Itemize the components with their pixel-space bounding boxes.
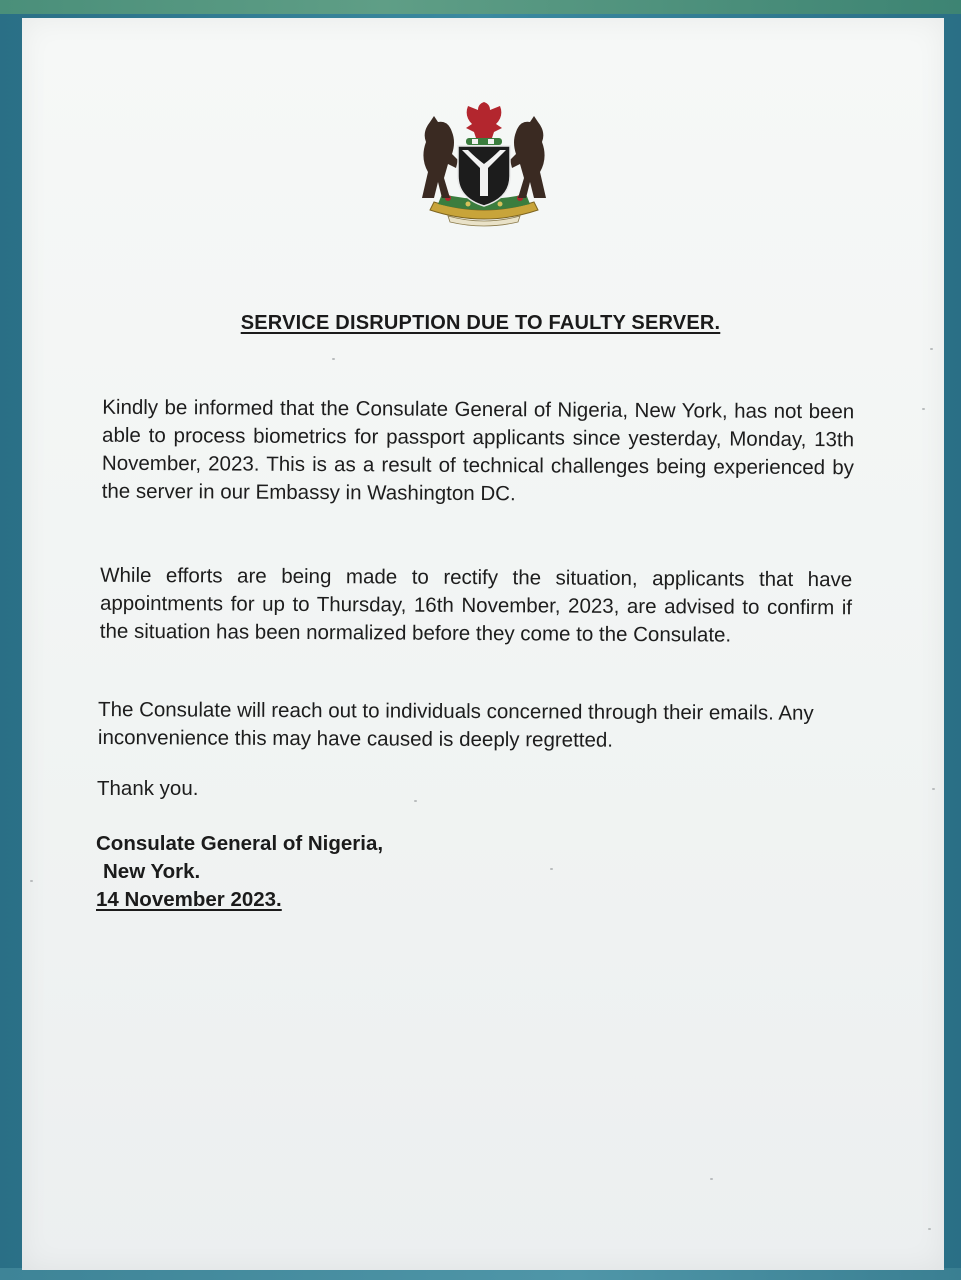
paper-speck <box>30 880 33 882</box>
signature-office: Consulate General of Nigeria, <box>96 832 384 855</box>
paragraph-1: Kindly be informed that the Consulate General of Nigeria, New York, has not been able to process biometrics for passport applicants since yesterday, Monday, 13th November, 2023. This is as a result of technical challenges being experienced by the server in our Embassy in Washington DC. <box>101 395 855 506</box>
paragraph-3: The Consulate will reach out to individuals concerned through their emails. Any inconvenience this may have caused is deeply regretted. <box>97 698 814 752</box>
torse <box>466 138 502 145</box>
paper-speck <box>928 1228 931 1230</box>
paper-speck <box>332 358 335 360</box>
torse-stripe <box>488 139 494 144</box>
torse-stripe <box>472 139 478 144</box>
paper-speck <box>922 408 925 410</box>
signature-date: 14 November 2023. <box>96 888 282 911</box>
flower <box>466 202 471 207</box>
closing-text: Thank you. <box>97 777 199 800</box>
paper-speck <box>710 1178 713 1180</box>
left-horse <box>422 116 458 198</box>
notice-title: SERVICE DISRUPTION DUE TO FAULTY SERVER. <box>240 312 721 334</box>
top-edge-strip <box>0 0 961 14</box>
paper-speck <box>930 348 933 350</box>
flower <box>498 202 503 207</box>
paragraph-2: While efforts are being made to rectify the situation, applicants that have appointments for up to Thursday, 16th November, 2023, are advised to confirm if the situation has been normalized before they come to the Consulate. <box>99 563 853 647</box>
eagle <box>466 102 502 138</box>
paper-speck <box>550 868 553 870</box>
paper-speck <box>932 788 935 790</box>
paper-speck <box>414 800 417 802</box>
signature-city: New York. <box>103 860 201 883</box>
right-horse <box>510 116 546 198</box>
coat-of-arms-icon <box>408 98 560 230</box>
